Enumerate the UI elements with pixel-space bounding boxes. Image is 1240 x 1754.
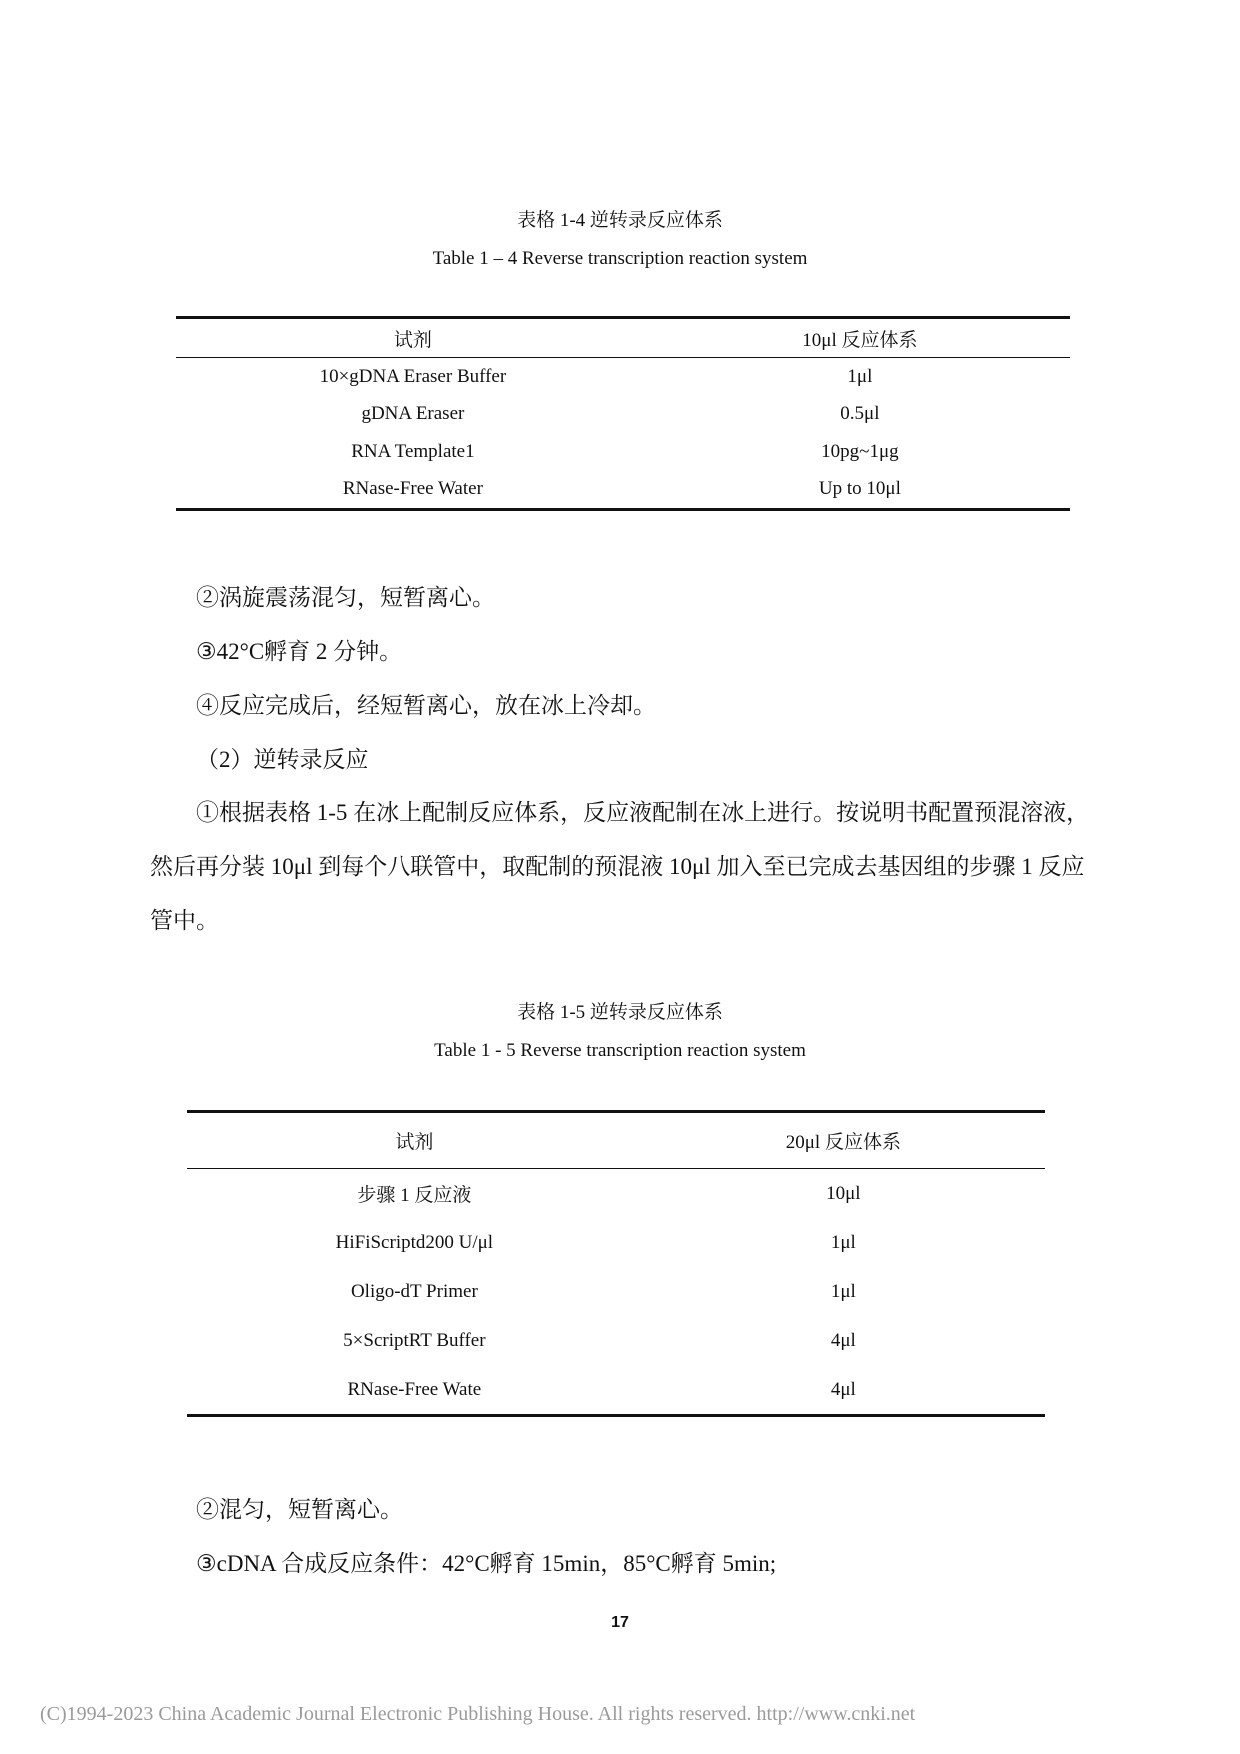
table-cell: 1μl: [847, 365, 873, 387]
table-row: [176, 358, 1070, 396]
table-cell: 4μl: [830, 1329, 856, 1351]
table-cell: 步骤 1 反应液: [357, 1185, 472, 1206]
table-row: [176, 396, 1070, 434]
table-row: [176, 471, 1070, 510]
table-header-cell: 试剂: [187, 1112, 642, 1169]
table-row: [187, 1316, 1045, 1365]
step-line: ④反应完成后，经短暂离心，放在冰上冷却。: [196, 693, 656, 718]
table-cell: 4μl: [830, 1378, 856, 1400]
table-cell: 10pg~1μg: [821, 440, 899, 462]
table-row: [176, 433, 1070, 471]
table-cell: RNase-Free Wate: [347, 1378, 482, 1400]
body-paragraph: ①根据表格 1-5 在冰上配制反应体系，反应液配制在冰上进行。按说明书配置预混溶液，然后再分装 10μl 到每个八联管中，取配制的预混液 10μl 加入至已完成去基因组的步骤 1 反应管中。: [150, 800, 1090, 933]
table-cell: 5×ScriptRT Buffer: [343, 1329, 486, 1351]
table-cell: 10μl: [826, 1182, 861, 1204]
step-line: ③42°C孵育 2 分钟。: [196, 639, 403, 664]
table-header-cell: 试剂: [176, 318, 650, 358]
table-header-cell: 20μl 反应体系: [642, 1112, 1045, 1169]
step-line: ③cDNA 合成反应条件：42°C孵育 15min，85°C孵育 5min;: [196, 1551, 777, 1576]
section-heading: （2）逆转录反应: [196, 747, 369, 772]
page-number: 17: [611, 1614, 629, 1631]
step-line: ②混匀，短暂离心。: [196, 1497, 403, 1522]
table-header-cell: 10μl 反应体系: [650, 318, 1070, 358]
table-cell: gDNA Eraser: [361, 403, 465, 425]
table2-caption-en: Table 1 - 5 Reverse transcription reaction system: [434, 1040, 806, 1061]
table-row: [187, 1365, 1045, 1416]
step-line: ②涡旋震荡混匀，短暂离心。: [196, 585, 495, 610]
table-row: [187, 1267, 1045, 1316]
table-cell: 1μl: [830, 1280, 856, 1302]
table-cell: RNase-Free Water: [342, 478, 483, 500]
table-cell: 0.5μl: [840, 403, 880, 425]
table-cell: Up to 10μl: [818, 478, 901, 500]
table-header-row: [187, 1112, 1045, 1169]
table1-caption-en: Table 1 – 4 Reverse transcription reaction system: [432, 248, 808, 269]
table-row: [187, 1169, 1045, 1219]
table-cell: 10×gDNA Eraser Buffer: [319, 365, 507, 387]
copyright-footer: (C)1994-2023 China Academic Journal Electronic Publishing House. All rights reserved. http://www.cnki.net: [40, 1703, 916, 1725]
table1-caption-cn: 表格 1-4 逆转录反应体系: [517, 210, 723, 231]
table-row: [187, 1218, 1045, 1267]
table2-caption-cn: 表格 1-5 逆转录反应体系: [517, 1002, 723, 1023]
table-cell: RNA Template1: [351, 440, 475, 462]
table-cell: Oligo-dT Primer: [350, 1280, 478, 1302]
table-cell: 1μl: [830, 1231, 856, 1253]
table1-reverse-transcription: [176, 316, 1070, 511]
table-cell: HiFiScriptd200 U/μl: [335, 1231, 494, 1253]
table-header-row: [176, 318, 1070, 358]
table2-reverse-transcription: [187, 1110, 1045, 1417]
